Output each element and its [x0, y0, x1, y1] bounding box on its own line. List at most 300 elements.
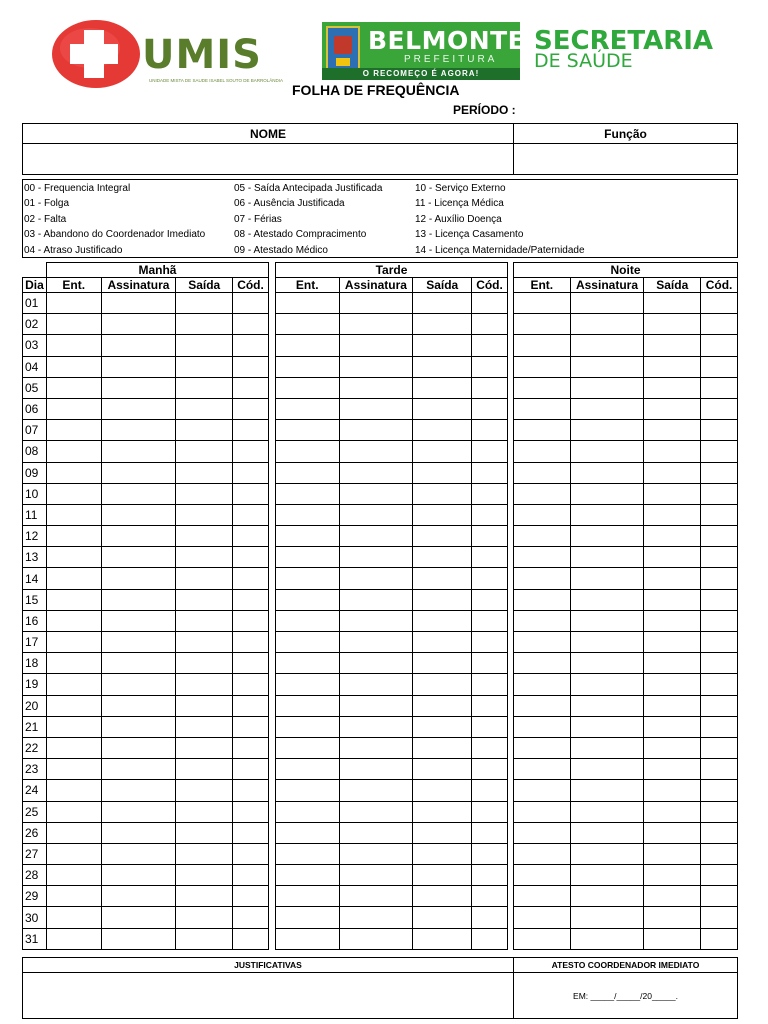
night-exit-cell[interactable]: [644, 398, 701, 419]
morning-signature-cell[interactable]: [101, 610, 176, 631]
afternoon-entry-cell[interactable]: [276, 716, 340, 737]
afternoon-entry-cell[interactable]: [276, 632, 340, 653]
afternoon-signature-cell[interactable]: [339, 737, 413, 758]
night-exit-cell[interactable]: [644, 928, 701, 949]
night-signature-cell[interactable]: [570, 610, 644, 631]
night-entry-cell[interactable]: [514, 716, 571, 737]
morning-signature-cell[interactable]: [101, 695, 176, 716]
morning-entry-cell[interactable]: [46, 907, 101, 928]
morning-code-cell[interactable]: [233, 843, 269, 864]
night-signature-cell[interactable]: [570, 335, 644, 356]
afternoon-signature-cell[interactable]: [339, 759, 413, 780]
afternoon-code-cell[interactable]: [472, 547, 508, 568]
night-code-cell[interactable]: [701, 356, 738, 377]
afternoon-entry-cell[interactable]: [276, 737, 340, 758]
night-exit-cell[interactable]: [644, 441, 701, 462]
morning-code-cell[interactable]: [233, 610, 269, 631]
night-signature-cell[interactable]: [570, 653, 644, 674]
night-entry-cell[interactable]: [514, 907, 571, 928]
afternoon-code-cell[interactable]: [472, 420, 508, 441]
morning-signature-cell[interactable]: [101, 483, 176, 504]
afternoon-exit-cell[interactable]: [413, 293, 472, 314]
afternoon-signature-cell[interactable]: [339, 483, 413, 504]
afternoon-code-cell[interactable]: [472, 293, 508, 314]
morning-exit-cell[interactable]: [176, 314, 233, 335]
morning-signature-cell[interactable]: [101, 759, 176, 780]
night-entry-cell[interactable]: [514, 865, 571, 886]
night-entry-cell[interactable]: [514, 610, 571, 631]
morning-code-cell[interactable]: [233, 377, 269, 398]
morning-exit-cell[interactable]: [176, 568, 233, 589]
afternoon-code-cell[interactable]: [472, 801, 508, 822]
night-exit-cell[interactable]: [644, 610, 701, 631]
afternoon-exit-cell[interactable]: [413, 314, 472, 335]
afternoon-code-cell[interactable]: [472, 928, 508, 949]
morning-entry-cell[interactable]: [46, 843, 101, 864]
morning-code-cell[interactable]: [233, 568, 269, 589]
night-entry-cell[interactable]: [514, 822, 571, 843]
afternoon-entry-cell[interactable]: [276, 674, 340, 695]
afternoon-signature-cell[interactable]: [339, 928, 413, 949]
morning-code-cell[interactable]: [233, 695, 269, 716]
morning-code-cell[interactable]: [233, 589, 269, 610]
morning-entry-cell[interactable]: [46, 314, 101, 335]
afternoon-exit-cell[interactable]: [413, 716, 472, 737]
night-entry-cell[interactable]: [514, 314, 571, 335]
night-code-cell[interactable]: [701, 483, 738, 504]
name-field[interactable]: [23, 144, 514, 175]
night-exit-cell[interactable]: [644, 356, 701, 377]
afternoon-signature-cell[interactable]: [339, 441, 413, 462]
afternoon-signature-cell[interactable]: [339, 632, 413, 653]
morning-code-cell[interactable]: [233, 865, 269, 886]
afternoon-entry-cell[interactable]: [276, 780, 340, 801]
morning-entry-cell[interactable]: [46, 462, 101, 483]
afternoon-signature-cell[interactable]: [339, 653, 413, 674]
night-signature-cell[interactable]: [570, 441, 644, 462]
afternoon-exit-cell[interactable]: [413, 822, 472, 843]
night-signature-cell[interactable]: [570, 314, 644, 335]
night-entry-cell[interactable]: [514, 526, 571, 547]
night-entry-cell[interactable]: [514, 420, 571, 441]
morning-entry-cell[interactable]: [46, 632, 101, 653]
morning-exit-cell[interactable]: [176, 759, 233, 780]
afternoon-signature-cell[interactable]: [339, 674, 413, 695]
night-code-cell[interactable]: [701, 737, 738, 758]
night-signature-cell[interactable]: [570, 398, 644, 419]
afternoon-code-cell[interactable]: [472, 695, 508, 716]
morning-entry-cell[interactable]: [46, 589, 101, 610]
night-signature-cell[interactable]: [570, 780, 644, 801]
night-entry-cell[interactable]: [514, 568, 571, 589]
night-code-cell[interactable]: [701, 759, 738, 780]
night-signature-cell[interactable]: [570, 356, 644, 377]
afternoon-signature-cell[interactable]: [339, 716, 413, 737]
morning-exit-cell[interactable]: [176, 907, 233, 928]
morning-exit-cell[interactable]: [176, 822, 233, 843]
morning-code-cell[interactable]: [233, 737, 269, 758]
night-entry-cell[interactable]: [514, 504, 571, 525]
afternoon-code-cell[interactable]: [472, 398, 508, 419]
morning-exit-cell[interactable]: [176, 293, 233, 314]
night-code-cell[interactable]: [701, 780, 738, 801]
night-signature-cell[interactable]: [570, 293, 644, 314]
morning-exit-cell[interactable]: [176, 843, 233, 864]
afternoon-code-cell[interactable]: [472, 822, 508, 843]
night-entry-cell[interactable]: [514, 928, 571, 949]
afternoon-signature-cell[interactable]: [339, 695, 413, 716]
night-signature-cell[interactable]: [570, 907, 644, 928]
afternoon-exit-cell[interactable]: [413, 377, 472, 398]
night-entry-cell[interactable]: [514, 335, 571, 356]
morning-signature-cell[interactable]: [101, 568, 176, 589]
morning-signature-cell[interactable]: [101, 907, 176, 928]
morning-entry-cell[interactable]: [46, 674, 101, 695]
night-exit-cell[interactable]: [644, 907, 701, 928]
afternoon-code-cell[interactable]: [472, 356, 508, 377]
afternoon-entry-cell[interactable]: [276, 547, 340, 568]
morning-signature-cell[interactable]: [101, 398, 176, 419]
afternoon-signature-cell[interactable]: [339, 335, 413, 356]
morning-code-cell[interactable]: [233, 886, 269, 907]
night-code-cell[interactable]: [701, 335, 738, 356]
night-code-cell[interactable]: [701, 653, 738, 674]
morning-signature-cell[interactable]: [101, 441, 176, 462]
night-exit-cell[interactable]: [644, 843, 701, 864]
morning-code-cell[interactable]: [233, 483, 269, 504]
night-signature-cell[interactable]: [570, 632, 644, 653]
morning-entry-cell[interactable]: [46, 483, 101, 504]
night-exit-cell[interactable]: [644, 293, 701, 314]
afternoon-entry-cell[interactable]: [276, 483, 340, 504]
morning-entry-cell[interactable]: [46, 928, 101, 949]
afternoon-code-cell[interactable]: [472, 886, 508, 907]
afternoon-entry-cell[interactable]: [276, 907, 340, 928]
morning-code-cell[interactable]: [233, 293, 269, 314]
afternoon-code-cell[interactable]: [472, 504, 508, 525]
afternoon-exit-cell[interactable]: [413, 865, 472, 886]
afternoon-code-cell[interactable]: [472, 568, 508, 589]
morning-entry-cell[interactable]: [46, 822, 101, 843]
morning-entry-cell[interactable]: [46, 716, 101, 737]
night-signature-cell[interactable]: [570, 886, 644, 907]
morning-signature-cell[interactable]: [101, 547, 176, 568]
afternoon-entry-cell[interactable]: [276, 759, 340, 780]
morning-signature-cell[interactable]: [101, 420, 176, 441]
afternoon-entry-cell[interactable]: [276, 293, 340, 314]
afternoon-entry-cell[interactable]: [276, 610, 340, 631]
night-code-cell[interactable]: [701, 674, 738, 695]
morning-exit-cell[interactable]: [176, 610, 233, 631]
afternoon-signature-cell[interactable]: [339, 843, 413, 864]
afternoon-entry-cell[interactable]: [276, 589, 340, 610]
night-code-cell[interactable]: [701, 504, 738, 525]
afternoon-entry-cell[interactable]: [276, 822, 340, 843]
night-code-cell[interactable]: [701, 695, 738, 716]
morning-signature-cell[interactable]: [101, 716, 176, 737]
afternoon-entry-cell[interactable]: [276, 865, 340, 886]
morning-signature-cell[interactable]: [101, 504, 176, 525]
afternoon-entry-cell[interactable]: [276, 928, 340, 949]
afternoon-code-cell[interactable]: [472, 314, 508, 335]
morning-exit-cell[interactable]: [176, 928, 233, 949]
afternoon-code-cell[interactable]: [472, 335, 508, 356]
afternoon-exit-cell[interactable]: [413, 568, 472, 589]
morning-entry-cell[interactable]: [46, 293, 101, 314]
night-entry-cell[interactable]: [514, 589, 571, 610]
morning-signature-cell[interactable]: [101, 843, 176, 864]
afternoon-exit-cell[interactable]: [413, 356, 472, 377]
night-code-cell[interactable]: [701, 293, 738, 314]
afternoon-code-cell[interactable]: [472, 780, 508, 801]
night-exit-cell[interactable]: [644, 716, 701, 737]
afternoon-exit-cell[interactable]: [413, 483, 472, 504]
night-entry-cell[interactable]: [514, 483, 571, 504]
night-entry-cell[interactable]: [514, 377, 571, 398]
night-entry-cell[interactable]: [514, 356, 571, 377]
night-exit-cell[interactable]: [644, 377, 701, 398]
afternoon-entry-cell[interactable]: [276, 568, 340, 589]
afternoon-signature-cell[interactable]: [339, 568, 413, 589]
night-code-cell[interactable]: [701, 462, 738, 483]
afternoon-code-cell[interactable]: [472, 589, 508, 610]
night-code-cell[interactable]: [701, 547, 738, 568]
night-signature-cell[interactable]: [570, 737, 644, 758]
morning-code-cell[interactable]: [233, 632, 269, 653]
morning-entry-cell[interactable]: [46, 865, 101, 886]
night-exit-cell[interactable]: [644, 462, 701, 483]
night-signature-cell[interactable]: [570, 547, 644, 568]
afternoon-exit-cell[interactable]: [413, 462, 472, 483]
night-entry-cell[interactable]: [514, 441, 571, 462]
morning-code-cell[interactable]: [233, 314, 269, 335]
morning-code-cell[interactable]: [233, 674, 269, 695]
night-entry-cell[interactable]: [514, 653, 571, 674]
morning-signature-cell[interactable]: [101, 526, 176, 547]
night-signature-cell[interactable]: [570, 716, 644, 737]
coordinator-date-field[interactable]: EM: _____/_____/20_____.: [514, 973, 738, 1019]
night-signature-cell[interactable]: [570, 822, 644, 843]
night-code-cell[interactable]: [701, 822, 738, 843]
morning-signature-cell[interactable]: [101, 589, 176, 610]
afternoon-signature-cell[interactable]: [339, 547, 413, 568]
afternoon-entry-cell[interactable]: [276, 695, 340, 716]
night-signature-cell[interactable]: [570, 801, 644, 822]
afternoon-signature-cell[interactable]: [339, 314, 413, 335]
night-signature-cell[interactable]: [570, 589, 644, 610]
morning-exit-cell[interactable]: [176, 462, 233, 483]
night-entry-cell[interactable]: [514, 737, 571, 758]
morning-exit-cell[interactable]: [176, 886, 233, 907]
afternoon-entry-cell[interactable]: [276, 526, 340, 547]
morning-exit-cell[interactable]: [176, 716, 233, 737]
afternoon-entry-cell[interactable]: [276, 377, 340, 398]
morning-code-cell[interactable]: [233, 907, 269, 928]
night-exit-cell[interactable]: [644, 547, 701, 568]
morning-entry-cell[interactable]: [46, 504, 101, 525]
morning-entry-cell[interactable]: [46, 547, 101, 568]
afternoon-signature-cell[interactable]: [339, 526, 413, 547]
morning-exit-cell[interactable]: [176, 780, 233, 801]
night-code-cell[interactable]: [701, 441, 738, 462]
night-signature-cell[interactable]: [570, 568, 644, 589]
night-entry-cell[interactable]: [514, 695, 571, 716]
afternoon-exit-cell[interactable]: [413, 610, 472, 631]
night-code-cell[interactable]: [701, 928, 738, 949]
night-code-cell[interactable]: [701, 716, 738, 737]
afternoon-exit-cell[interactable]: [413, 737, 472, 758]
night-entry-cell[interactable]: [514, 759, 571, 780]
morning-entry-cell[interactable]: [46, 759, 101, 780]
function-field[interactable]: [514, 144, 738, 175]
night-exit-cell[interactable]: [644, 589, 701, 610]
night-signature-cell[interactable]: [570, 462, 644, 483]
morning-signature-cell[interactable]: [101, 335, 176, 356]
afternoon-code-cell[interactable]: [472, 483, 508, 504]
afternoon-code-cell[interactable]: [472, 674, 508, 695]
morning-code-cell[interactable]: [233, 441, 269, 462]
afternoon-signature-cell[interactable]: [339, 398, 413, 419]
night-exit-cell[interactable]: [644, 737, 701, 758]
afternoon-exit-cell[interactable]: [413, 928, 472, 949]
morning-code-cell[interactable]: [233, 653, 269, 674]
morning-entry-cell[interactable]: [46, 441, 101, 462]
night-signature-cell[interactable]: [570, 759, 644, 780]
night-code-cell[interactable]: [701, 610, 738, 631]
morning-entry-cell[interactable]: [46, 801, 101, 822]
night-exit-cell[interactable]: [644, 526, 701, 547]
afternoon-entry-cell[interactable]: [276, 335, 340, 356]
afternoon-exit-cell[interactable]: [413, 589, 472, 610]
afternoon-signature-cell[interactable]: [339, 462, 413, 483]
night-code-cell[interactable]: [701, 886, 738, 907]
night-signature-cell[interactable]: [570, 865, 644, 886]
morning-signature-cell[interactable]: [101, 674, 176, 695]
night-code-cell[interactable]: [701, 568, 738, 589]
morning-exit-cell[interactable]: [176, 547, 233, 568]
afternoon-signature-cell[interactable]: [339, 504, 413, 525]
afternoon-code-cell[interactable]: [472, 610, 508, 631]
afternoon-code-cell[interactable]: [472, 441, 508, 462]
night-code-cell[interactable]: [701, 589, 738, 610]
morning-code-cell[interactable]: [233, 504, 269, 525]
afternoon-code-cell[interactable]: [472, 865, 508, 886]
afternoon-exit-cell[interactable]: [413, 504, 472, 525]
night-signature-cell[interactable]: [570, 928, 644, 949]
afternoon-signature-cell[interactable]: [339, 886, 413, 907]
night-exit-cell[interactable]: [644, 865, 701, 886]
morning-entry-cell[interactable]: [46, 610, 101, 631]
morning-code-cell[interactable]: [233, 801, 269, 822]
night-code-cell[interactable]: [701, 843, 738, 864]
morning-entry-cell[interactable]: [46, 568, 101, 589]
night-entry-cell[interactable]: [514, 398, 571, 419]
night-exit-cell[interactable]: [644, 632, 701, 653]
morning-signature-cell[interactable]: [101, 314, 176, 335]
morning-entry-cell[interactable]: [46, 356, 101, 377]
night-signature-cell[interactable]: [570, 526, 644, 547]
morning-signature-cell[interactable]: [101, 356, 176, 377]
morning-signature-cell[interactable]: [101, 632, 176, 653]
afternoon-exit-cell[interactable]: [413, 695, 472, 716]
morning-exit-cell[interactable]: [176, 335, 233, 356]
morning-signature-cell[interactable]: [101, 737, 176, 758]
morning-exit-cell[interactable]: [176, 632, 233, 653]
morning-entry-cell[interactable]: [46, 398, 101, 419]
afternoon-code-cell[interactable]: [472, 526, 508, 547]
afternoon-signature-cell[interactable]: [339, 589, 413, 610]
night-signature-cell[interactable]: [570, 843, 644, 864]
afternoon-code-cell[interactable]: [472, 843, 508, 864]
morning-code-cell[interactable]: [233, 822, 269, 843]
morning-code-cell[interactable]: [233, 335, 269, 356]
morning-signature-cell[interactable]: [101, 462, 176, 483]
morning-entry-cell[interactable]: [46, 886, 101, 907]
night-exit-cell[interactable]: [644, 801, 701, 822]
night-exit-cell[interactable]: [644, 335, 701, 356]
afternoon-exit-cell[interactable]: [413, 335, 472, 356]
night-entry-cell[interactable]: [514, 674, 571, 695]
night-signature-cell[interactable]: [570, 504, 644, 525]
morning-exit-cell[interactable]: [176, 653, 233, 674]
night-exit-cell[interactable]: [644, 759, 701, 780]
night-exit-cell[interactable]: [644, 653, 701, 674]
afternoon-entry-cell[interactable]: [276, 356, 340, 377]
morning-entry-cell[interactable]: [46, 653, 101, 674]
afternoon-entry-cell[interactable]: [276, 398, 340, 419]
afternoon-entry-cell[interactable]: [276, 314, 340, 335]
afternoon-exit-cell[interactable]: [413, 653, 472, 674]
afternoon-signature-cell[interactable]: [339, 780, 413, 801]
morning-code-cell[interactable]: [233, 716, 269, 737]
morning-code-cell[interactable]: [233, 547, 269, 568]
night-entry-cell[interactable]: [514, 843, 571, 864]
afternoon-entry-cell[interactable]: [276, 441, 340, 462]
night-code-cell[interactable]: [701, 398, 738, 419]
morning-exit-cell[interactable]: [176, 589, 233, 610]
night-exit-cell[interactable]: [644, 695, 701, 716]
afternoon-entry-cell[interactable]: [276, 504, 340, 525]
afternoon-entry-cell[interactable]: [276, 886, 340, 907]
morning-exit-cell[interactable]: [176, 737, 233, 758]
night-exit-cell[interactable]: [644, 568, 701, 589]
afternoon-exit-cell[interactable]: [413, 907, 472, 928]
night-signature-cell[interactable]: [570, 674, 644, 695]
night-entry-cell[interactable]: [514, 462, 571, 483]
morning-exit-cell[interactable]: [176, 356, 233, 377]
morning-entry-cell[interactable]: [46, 420, 101, 441]
night-code-cell[interactable]: [701, 314, 738, 335]
afternoon-entry-cell[interactable]: [276, 653, 340, 674]
afternoon-exit-cell[interactable]: [413, 398, 472, 419]
afternoon-signature-cell[interactable]: [339, 822, 413, 843]
afternoon-signature-cell[interactable]: [339, 801, 413, 822]
afternoon-entry-cell[interactable]: [276, 801, 340, 822]
morning-signature-cell[interactable]: [101, 377, 176, 398]
morning-signature-cell[interactable]: [101, 780, 176, 801]
morning-exit-cell[interactable]: [176, 504, 233, 525]
afternoon-exit-cell[interactable]: [413, 759, 472, 780]
morning-signature-cell[interactable]: [101, 653, 176, 674]
morning-entry-cell[interactable]: [46, 526, 101, 547]
afternoon-entry-cell[interactable]: [276, 420, 340, 441]
night-entry-cell[interactable]: [514, 547, 571, 568]
afternoon-code-cell[interactable]: [472, 632, 508, 653]
afternoon-entry-cell[interactable]: [276, 843, 340, 864]
morning-exit-cell[interactable]: [176, 865, 233, 886]
afternoon-signature-cell[interactable]: [339, 610, 413, 631]
morning-code-cell[interactable]: [233, 780, 269, 801]
